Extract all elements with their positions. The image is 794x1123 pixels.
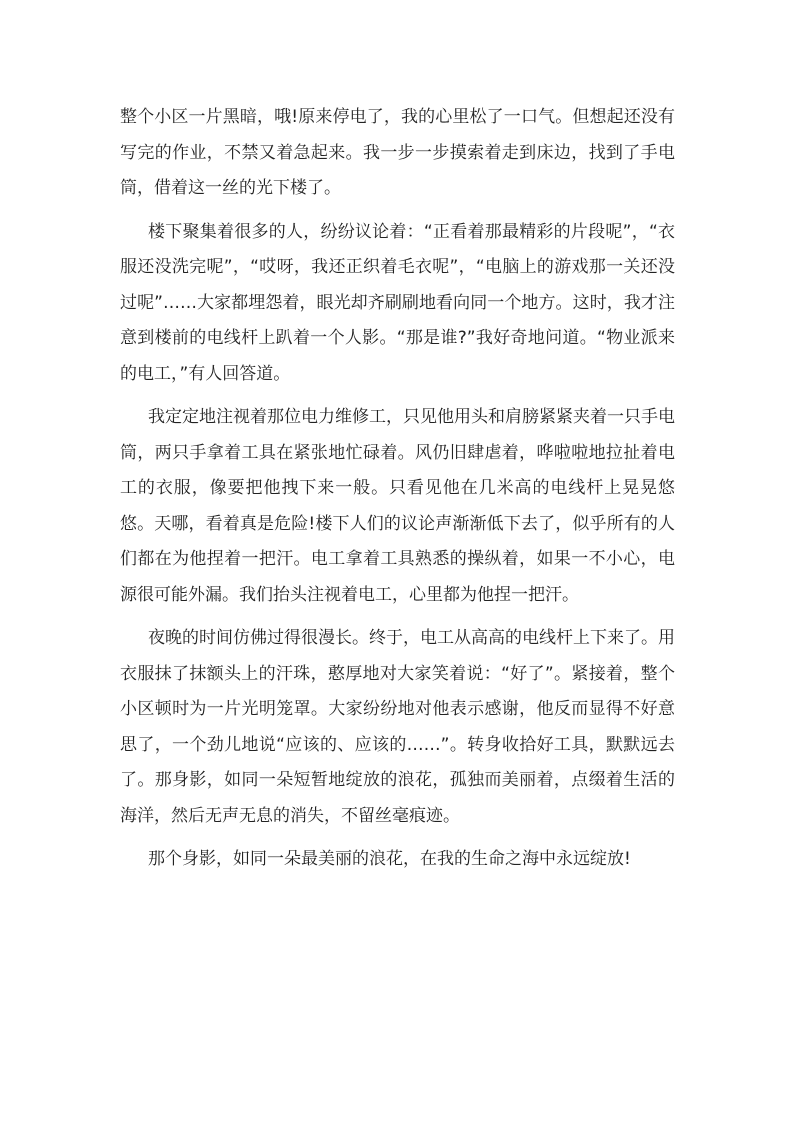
paragraph-5: 那个身影，如同一朵最美丽的浪花，在我的生命之海中永远绽放! [148,849,631,869]
paragraph-3: 我定定地注视着那位电力维修工，只见他用头和肩膀紧紧夹着一只手电筒，两只手拿着工具在紧张地忙碌着。风仍旧肆虐着，哗啦啦地拉扯着电工的衣服，像要把他拽下来一般。只看见他在几米高的电线杆上晃晃悠悠。天哪，看着真是危险!楼下人们的议论声渐渐低下去了，似乎所有的人们都在为他捏着一把汗。电工拿着工具熟悉的操纵着，如果一不小心，电源很可能外漏。我们抬头注视着电工，心里都为他捏一把汗。 [120,407,675,605]
paragraph-1: 整个小区一片黑暗，哦!原来停电了，我的心里松了一口气。但想起还没有写完的作业，不禁又着急起来。我一步一步摸索着走到床边，找到了手电筒，借着这一丝的光下楼了。 [120,107,675,198]
paragraph-4: 夜晚的时间仿佛过得很漫长。终于，电工从高高的电线杆上下来了。用衣服抹了抹额头上的汗珠，憨厚地对大家笑着说：“好了”。紧接着，整个小区顿时为一片光明笼罩。大家纷纷地对他表示感谢，他反而显得不好意思了，一个劲儿地说“应该的、应该的……”。转身收拾好工具，默默远去了。那身影，如同一朵短暂地绽放的浪花，孤独而美丽着，点缀着生活的海洋，然后无声无息的消失，不留丝毫痕迹。 [120,628,675,826]
paragraph-2: 楼下聚集着很多的人，纷纷议论着：“正看着那最精彩的片段呢”，“衣服还没洗完呢”，“哎呀，我还正织着毛衣呢”，“电脑上的游戏那一关还没过呢”……大家都埋怨着，眼光却齐刷刷地看向同一个地方。这时，我才注意到楼前的电线杆上趴着一个人影。“那是谁?”我好奇地问道。“物业派来的电工，”有人回答道。 [120,221,675,384]
document-body [120,100,675,886]
